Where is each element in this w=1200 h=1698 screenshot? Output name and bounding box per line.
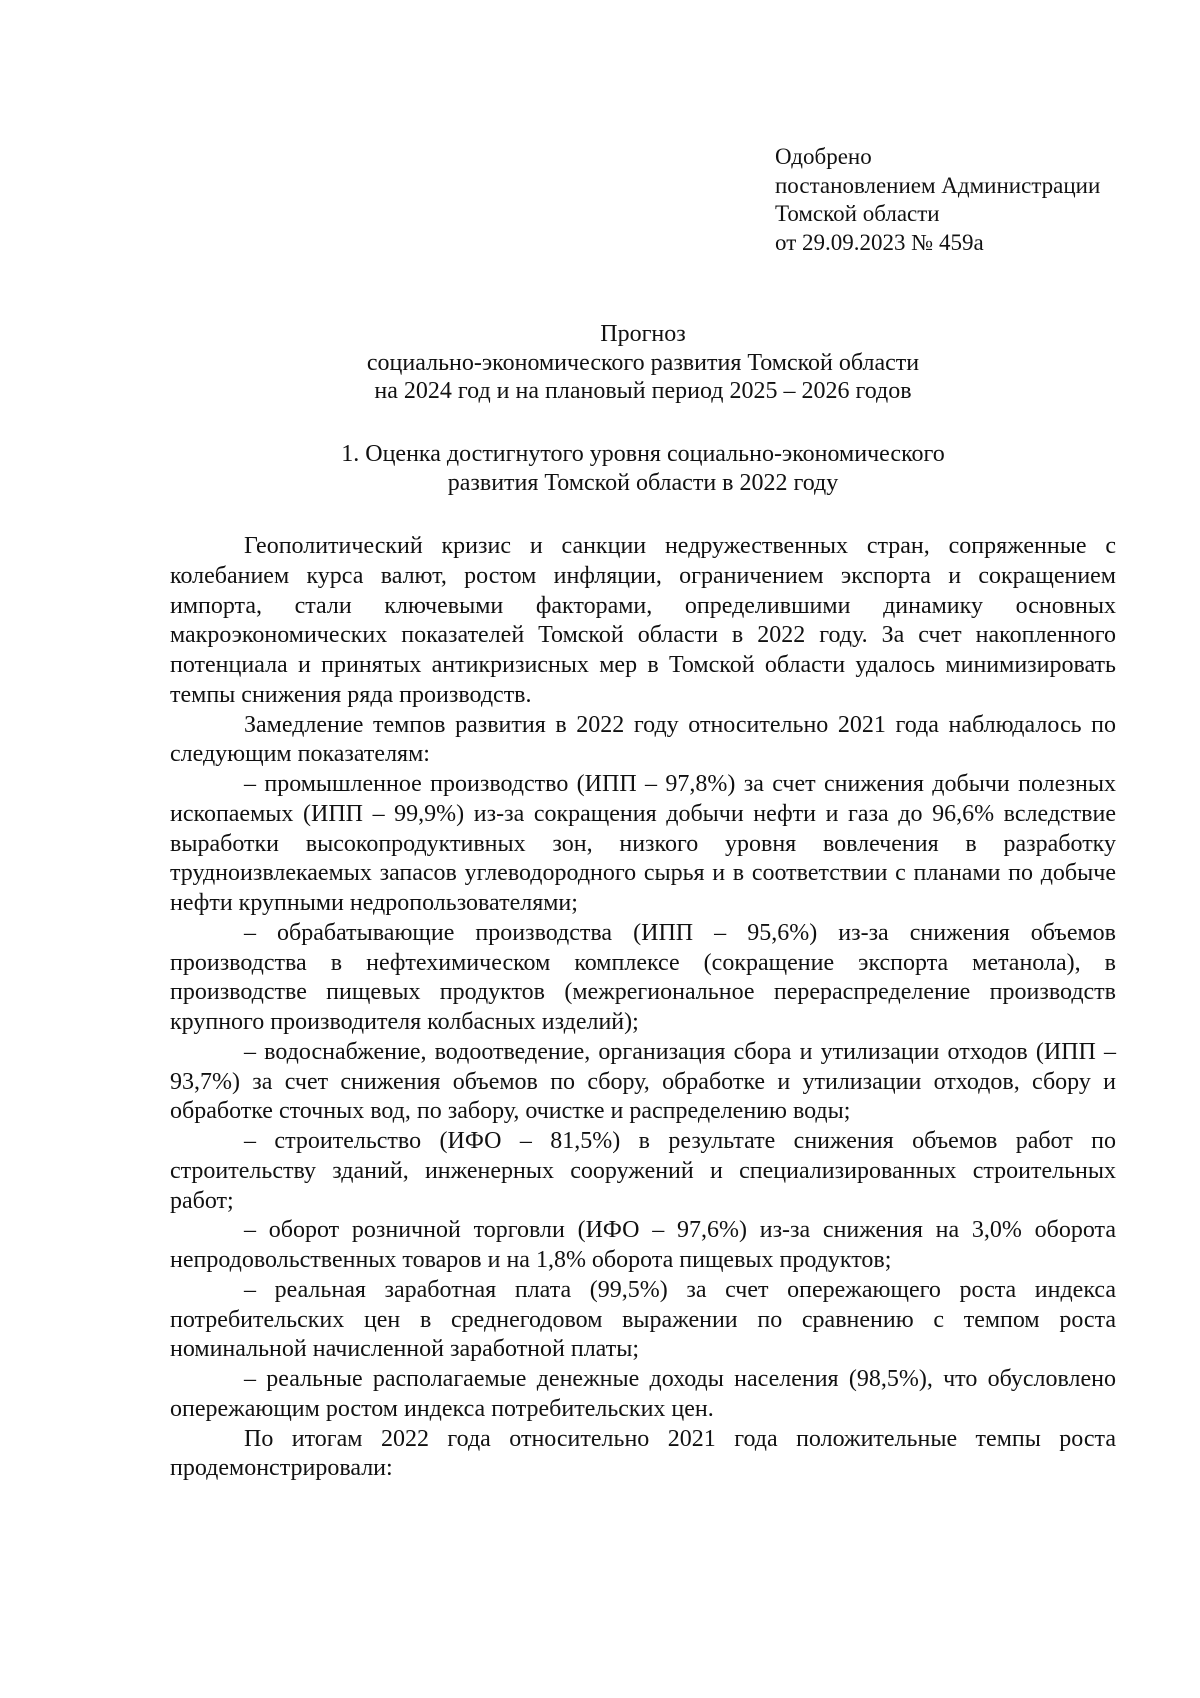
paragraph: Замедление темпов развития в 2022 году относительно 2021 года наблюдалось по следующим показателям: [170,711,1116,768]
section-heading-line: развития Томской области в 2022 году [447,469,839,496]
list-item: – реальная заработная плата (99,5%) за счет опережающего роста индекса потребительских цен в среднегодовом выражении по сравнению с темпом роста номинальной начисленной заработной платы; [170,1276,1116,1363]
paragraph: Геополитический кризис и санкции недружественных стран, сопряженные с колебанием курса валют, ростом инфляции, ограничением экспорта и сокращением импорта, стали ключевыми факторами, определившими динамику основных макроэкономических показателей Томской области в 2022 году. За счет накопленного потенциала и принятых антикризисных мер в Томской области удалось минимизировать темпы снижения ряда производств. [170,533,1116,708]
title-line: социально-экономического развития Томской области [366,349,920,376]
title-line: на 2024 год и на плановый период 2025 – 2026 годов [374,378,912,404]
list-item: – реальные располагаемые денежные доходы населения (98,5%), что обусловлено опережающим ростом индекса потребительских цен. [170,1366,1116,1422]
approval-stamp-block [775,143,1175,257]
approval-line: постановлением Администрации [775,172,1101,198]
title-line: Прогноз [600,321,686,347]
document-title [170,320,1116,406]
list-item: – промышленное производство (ИПП – 97,8%) за счет снижения добычи полезных ископаемых (ИПП – 99,9%) из-за сокращения добычи нефти и газа до 96,6% вследствие выработки высокопродуктивных зон, низкого уровня вовлечения в разработку трудноизвлекаемых запасов углеводородного сырья и в соответствии с планами по добыче нефти крупными недропользователями; [170,771,1116,916]
approval-date-number: от 29.09.2023 № 459а [775,229,984,255]
list-item: – водоснабжение, водоотведение, организация сбора и утилизации отходов (ИПП – 93,7%) за счет снижения объемов по сбору, обработке и утилизации отходов, сбору и обработке сточных вод, по забору, очистке и распределению воды; [170,1038,1116,1125]
list-item: – оборот розничной торговли (ИФО – 97,6%) из-за снижения на 3,0% оборота непродовольственных товаров и на 1,8% оборота пищевых продуктов; [170,1217,1116,1273]
approval-line: Томской области [775,201,940,226]
paragraph: По итогам 2022 года относительно 2021 года положительные темпы роста продемонстрировали: [170,1425,1116,1482]
section-heading-line: 1. Оценка достигнутого уровня социально-экономического [341,441,945,467]
document-body [170,532,1116,1484]
list-item: – строительство (ИФО – 81,5%) в результате снижения объемов работ по строительству зданий, инженерных сооружений и специализированных строительных работ; [170,1128,1116,1214]
section-heading [170,440,1116,497]
list-item: – обрабатывающие производства (ИПП – 95,6%) из-за снижения объемов производства в нефтехимическом комплексе (сокращение экспорта метанола), в производстве пищевых продуктов (межрегиональное перераспределение производств крупного производителя колбасных изделий); [170,919,1116,1035]
approval-line: Одобрено [775,144,872,169]
